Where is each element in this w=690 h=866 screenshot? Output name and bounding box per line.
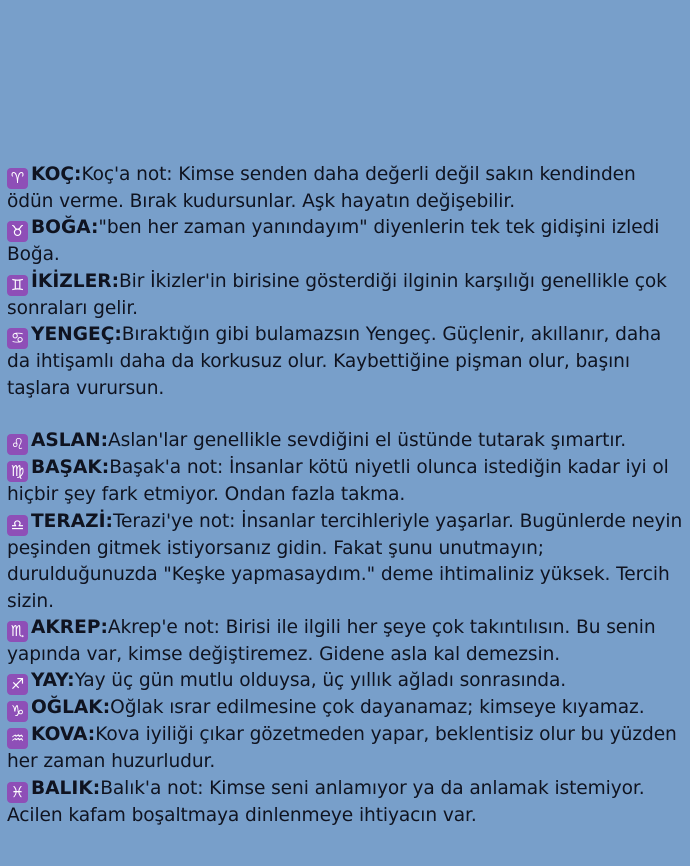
entry-taurus bbox=[7, 215, 687, 268]
entry-scorpio bbox=[7, 615, 687, 668]
capricorn-icon: ♑ bbox=[7, 701, 28, 722]
sign-name-aquarius: KOVA: bbox=[31, 724, 96, 746]
sign-text-aquarius: Kova iyiliği çıkar gözetmeden yapar, beklentisiz olur bu yüzden her zaman huzurludur. bbox=[7, 724, 677, 773]
entry-virgo bbox=[7, 455, 687, 508]
sign-name-sagittarius: YAY: bbox=[31, 670, 75, 692]
entry-libra bbox=[7, 509, 687, 615]
sagittarius-icon: ♐ bbox=[7, 674, 28, 695]
sign-name-leo: ASLAN: bbox=[31, 430, 109, 452]
gemini-icon: ♊ bbox=[7, 275, 28, 296]
taurus-icon: ♉ bbox=[7, 221, 28, 242]
scorpio-icon: ♏ bbox=[7, 621, 28, 642]
entry-sagittarius bbox=[7, 668, 687, 695]
sign-name-libra: TERAZİ: bbox=[31, 510, 113, 532]
entry-pisces bbox=[7, 776, 687, 829]
sign-text-virgo: Başak'a not: İnsanlar kötü niyetli olunca istediğin kadar iyi ol hiçbir şey fark etmiyor. Ondan fazla takma. bbox=[7, 457, 669, 506]
sign-text-capricorn: Oğlak ısrar edilmesine çok dayanamaz; kimseye kıyamaz. bbox=[110, 697, 645, 719]
sign-name-aries: KOÇ: bbox=[31, 164, 82, 185]
cancer-icon: ♋ bbox=[7, 328, 28, 349]
sign-text-sagittarius: Yay üç gün mutlu olduysa, üç yıllık ağladı sonrasında. bbox=[74, 670, 567, 692]
pisces-icon: ♓ bbox=[7, 782, 28, 803]
sign-name-pisces: BALIK: bbox=[31, 777, 101, 799]
sign-name-virgo: BAŞAK: bbox=[31, 457, 110, 479]
entry-gemini bbox=[7, 269, 687, 322]
entry-leo bbox=[7, 428, 687, 455]
aries-icon: ♈ bbox=[7, 168, 28, 189]
sign-text-aries: Koç'a not: Kimse senden daha değerli değil sakın kendinden ödün verme. Bırak kudursunlar. Aşk hayatın değişebilir. bbox=[7, 164, 636, 212]
sign-text-scorpio: Akrep'e not: Birisi ile ilgili her şeye çok takıntılısın. Bu senin yapında var, kimse değiştiremez. Gidene asla kal demezsin. bbox=[7, 617, 656, 666]
entry-aries bbox=[7, 162, 687, 215]
libra-icon: ♎ bbox=[7, 515, 28, 536]
virgo-icon: ♍ bbox=[7, 461, 28, 482]
sign-name-taurus: BOĞA: bbox=[31, 217, 99, 239]
sign-text-pisces: Balık'a not: Kimse seni anlamıyor ya da anlamak istemiyor. Acilen kafam boşaltmaya dinlenmeye ihtiyacın var. bbox=[7, 777, 645, 826]
sign-text-leo: Aslan'lar genellikle sevdiğini el üstünde tutarak şımartır. bbox=[108, 430, 627, 452]
leo-icon: ♌ bbox=[7, 434, 28, 455]
sign-text-gemini: Bir İkizler'in birisine gösterdiği ilginin karşılığı genellikle çok sonraları gelir. bbox=[7, 270, 667, 319]
sign-name-capricorn: OĞLAK: bbox=[31, 697, 111, 719]
sign-name-cancer: YENGEÇ: bbox=[31, 324, 122, 346]
entry-capricorn bbox=[7, 695, 687, 722]
sign-text-libra: Terazi'ye not: İnsanlar tercihleriyle yaşarlar. Bugünlerde neyin peşinden gitmek istiyorsanız gidin. Fakat şunu unutmayın; durulduğunuzda "Keşke yapmasaydım." deme ihtimaliniz yüksek. Tercih sizin. bbox=[7, 510, 683, 612]
sign-name-scorpio: AKREP: bbox=[31, 617, 108, 639]
sign-text-taurus: "ben her zaman yanındayım" diyenlerin tek tek gidişini izledi Boğa. bbox=[7, 217, 660, 266]
aquarius-icon: ♒ bbox=[7, 728, 28, 749]
entry-cancer bbox=[7, 322, 687, 402]
entry-aquarius bbox=[7, 722, 687, 775]
sign-name-gemini: İKİZLER: bbox=[31, 270, 120, 292]
sign-text-cancer: Bıraktığın gibi bulamazsın Yengeç. Güçlenir, akıllanır, daha da ihtişamlı daha da korkusuz olur. Kaybettiğine pişman olur, başını taşlara vurursun. bbox=[7, 324, 662, 399]
horoscope-text-block bbox=[7, 162, 687, 829]
